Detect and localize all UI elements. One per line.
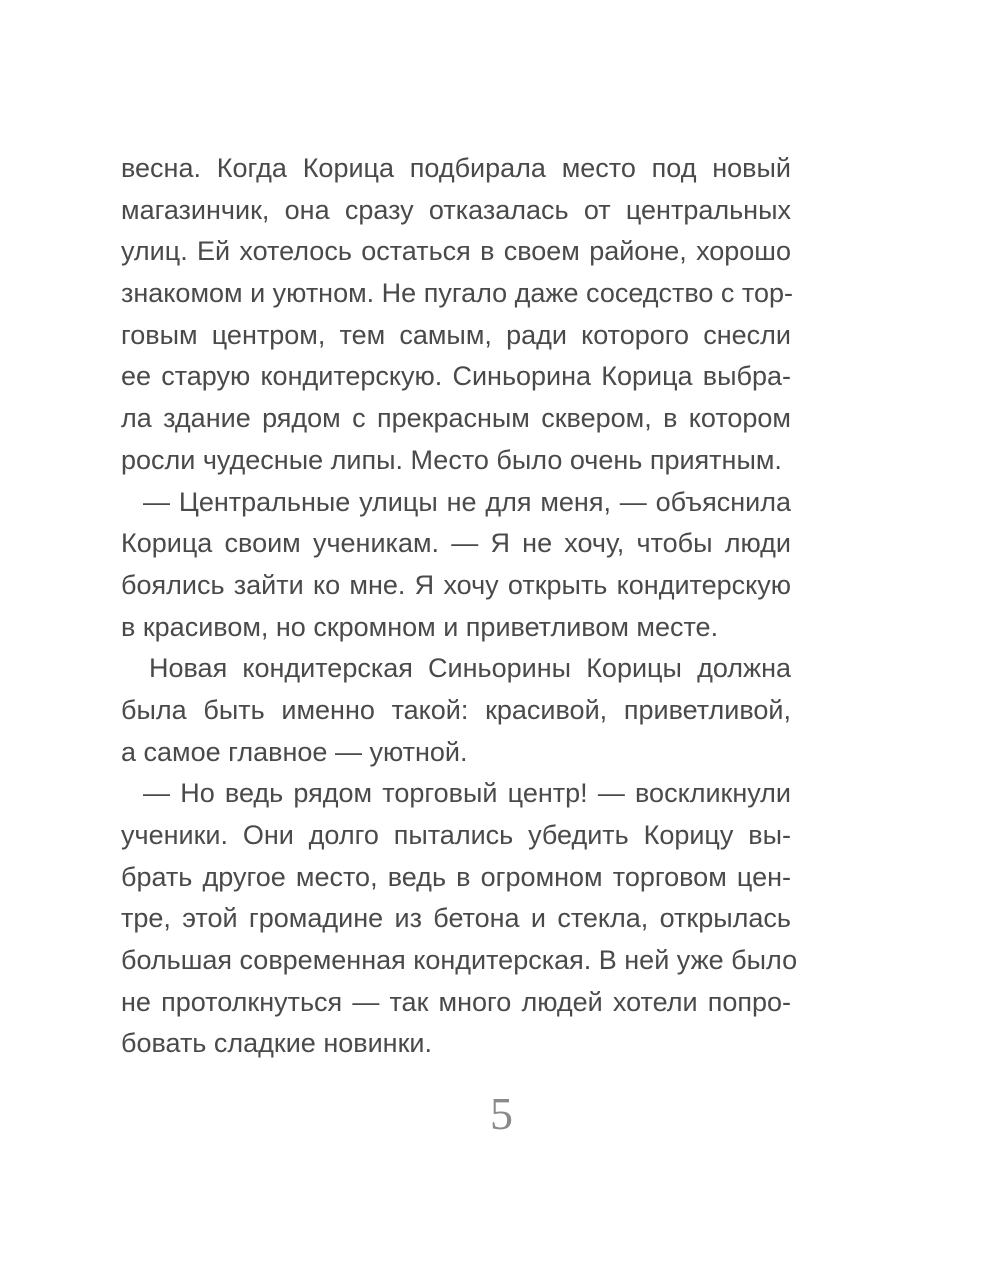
- text-line: росли чудесные липы. Место было очень приятным.: [121, 444, 782, 475]
- text-line: улиц. Ей хотелось остаться в своем районе, хорошо: [121, 236, 791, 267]
- text-line: а самое главное — уютной.: [121, 736, 468, 767]
- text-line: весна. Когда Корица подбирала место под новый: [121, 153, 791, 183]
- text-line: говым центром, тем самым, ради которого снесли: [121, 319, 791, 350]
- text-line: в красивом, но скромном и приветливом месте.: [121, 611, 719, 642]
- text-line: большая современная кондитерская. В ней уже было: [121, 945, 798, 976]
- text-line: Новая кондитерская Синьорины Корицы должна: [149, 653, 791, 684]
- text-line: тре, этой громадине из бетона и стекла, открылась: [121, 903, 791, 934]
- text-line: брать другое место, ведь в огромном торговом цен-: [121, 861, 791, 892]
- text-line: боялись зайти ко мне. Я хочу открыть кондитерскую: [121, 569, 791, 600]
- page-number: 5: [490, 1088, 513, 1139]
- text-line: бовать сладкие новинки.: [121, 1028, 432, 1059]
- text-line: магазинчик, она сразу отказалась от центральных: [121, 194, 791, 225]
- body-text: [121, 148, 798, 1065]
- text-line: не протолкнуться — так много людей хотели попро-: [121, 986, 791, 1017]
- text-line: Корица своим ученикам. — Я не хочу, чтобы люди: [121, 528, 791, 559]
- text-line: ла здание рядом с прекрасным сквером, в котором: [121, 403, 791, 434]
- text-line: знакомом и уютном. Не пугало даже соседство с тор-: [121, 278, 794, 309]
- text-line: была быть именно такой: красивой, приветливой,: [121, 694, 791, 725]
- text-line: — Центральные улицы не для меня, — объяснила: [143, 486, 791, 517]
- text-line: ее старую кондитерскую. Синьорина Корица выбра-: [121, 361, 791, 392]
- text-line: — Но ведь рядом торговый центр! — воскликнули: [143, 778, 791, 809]
- text-line: ученики. Они долго пытались убедить Корицу вы-: [121, 820, 791, 850]
